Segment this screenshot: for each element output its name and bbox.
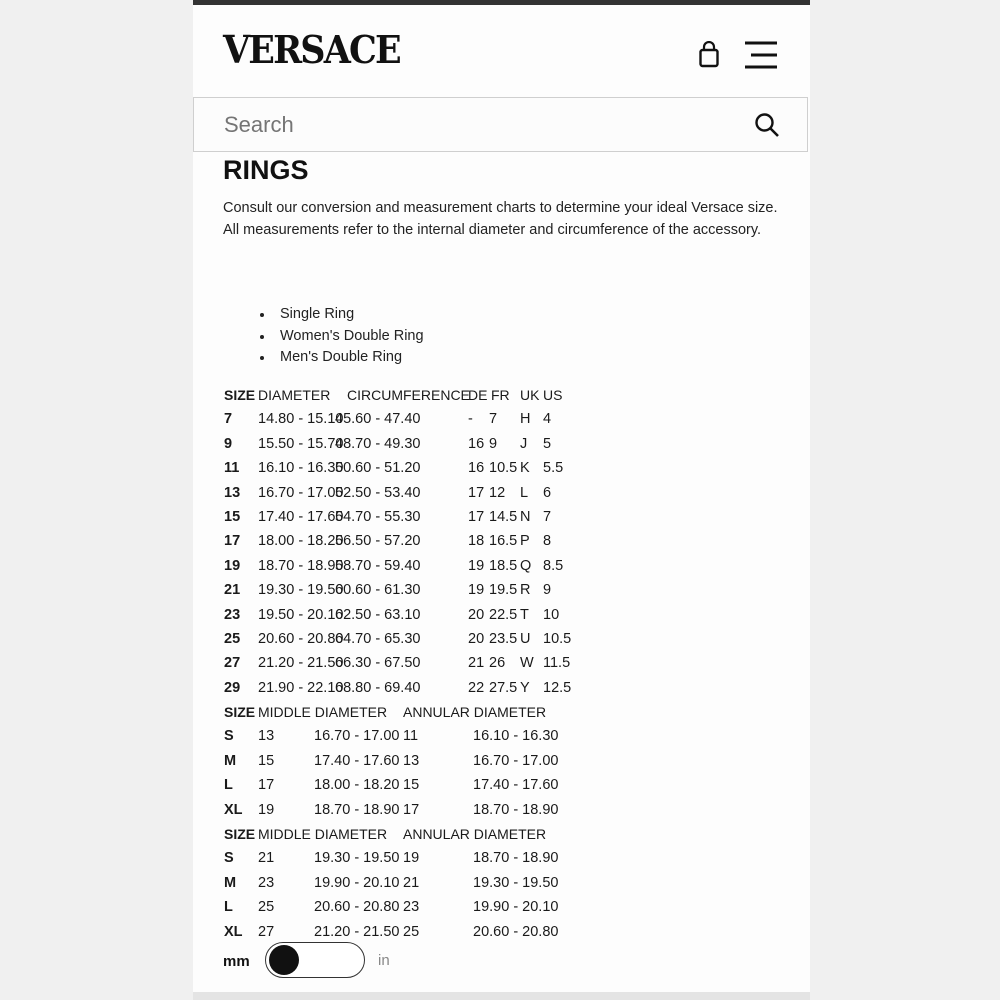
- table-cell: 54.70 - 55.30: [335, 508, 421, 525]
- table-cell: 12.5: [543, 679, 572, 696]
- table-cell: 26: [489, 655, 506, 672]
- table-cell: 6: [543, 484, 552, 501]
- table-cell: 23.5: [489, 630, 518, 647]
- table-header-cell: FR: [491, 387, 510, 403]
- table-header-cell: DIAMETER: [258, 387, 331, 403]
- table-cell: L: [224, 777, 233, 794]
- table-cell: P: [520, 533, 530, 550]
- table-cell: 10: [543, 606, 560, 623]
- table-cell: 56.50 - 57.20: [335, 533, 421, 550]
- table-cell: 15.50 - 15.70: [258, 435, 344, 452]
- table-cell: 14.80 - 15.10: [258, 411, 344, 428]
- table-cell: 21: [258, 850, 275, 867]
- table-cell: T: [520, 606, 529, 623]
- table-cell: 27: [224, 655, 241, 672]
- table-cell: N: [520, 508, 531, 525]
- table-cell: 52.50 - 53.40: [335, 484, 421, 501]
- table-cell: 19: [468, 557, 485, 574]
- table-cell: 7: [224, 411, 233, 428]
- table-cell: 13: [403, 752, 420, 769]
- table-cell: 17: [403, 801, 420, 818]
- table-cell: 17: [468, 484, 485, 501]
- table-cell: 17: [468, 508, 485, 525]
- table-cell: M: [224, 752, 237, 769]
- table-cell: 18.5: [489, 557, 518, 574]
- table-cell: 60.60 - 61.30: [335, 582, 421, 599]
- background-right: [810, 0, 1000, 1000]
- table-cell: 21.90 - 22.10: [258, 679, 344, 696]
- table-cell: 27.5: [489, 679, 518, 696]
- table-cell: S: [224, 728, 234, 745]
- table-cell: Y: [520, 679, 530, 696]
- table-cell: K: [520, 460, 530, 477]
- table-cell: 19: [224, 557, 241, 574]
- unit-toggle: [223, 940, 523, 982]
- table-cell: 25: [224, 630, 241, 647]
- table-cell: 18: [468, 533, 485, 550]
- table-cell: 25: [403, 923, 420, 940]
- table-cell: 18.00 - 18.20: [314, 777, 400, 794]
- table-header-cell: DE: [468, 387, 488, 403]
- link-mens-double-ring[interactable]: Men's Double Ring: [260, 347, 424, 369]
- table-header-cell: SIZE: [224, 704, 256, 721]
- table-cell: 18.70 - 18.90: [258, 557, 344, 574]
- page-container: [193, 0, 810, 1000]
- hamburger-menu-icon[interactable]: [743, 39, 779, 71]
- table-cell: 15: [403, 777, 420, 794]
- table-cell: 11.5: [543, 655, 571, 672]
- table-cell: S: [224, 850, 234, 867]
- table-cell: 16.70 - 17.00: [258, 484, 344, 501]
- table-cell: 16: [468, 460, 485, 477]
- search-input[interactable]: [224, 112, 674, 138]
- table-cell: 17.40 - 17.60: [314, 752, 400, 769]
- table-cell: M: [224, 874, 237, 891]
- intro-text: Consult our conversion and measurement charts to determine your ideal Versace size. All measurements refer to the internal diameter and circumference of the accessory.: [223, 200, 778, 238]
- table-cell: 9: [224, 435, 233, 452]
- table-cell: 17.40 - 17.60: [473, 777, 559, 794]
- table-cell: 15: [224, 508, 241, 525]
- table-cell: 20.60 - 20.80: [473, 923, 559, 940]
- chart-links: [260, 304, 424, 369]
- table-cell: 20: [468, 630, 485, 647]
- table-cell: 5: [543, 435, 552, 452]
- link-single-ring[interactable]: Single Ring: [260, 304, 424, 326]
- table-cell: 64.70 - 65.30: [335, 630, 421, 647]
- table-cell: L: [520, 484, 529, 501]
- table-cell: 16.10 - 16.30: [258, 460, 344, 477]
- brand-logo[interactable]: VERSACE: [223, 27, 400, 72]
- table-cell: 15: [258, 752, 275, 769]
- table-cell: 23: [224, 606, 241, 623]
- table-cell: U: [520, 630, 531, 647]
- table-cell: 19: [258, 801, 275, 818]
- table-cell: 23: [258, 874, 275, 891]
- table-cell: 22: [468, 679, 485, 696]
- table-cell: 9: [543, 582, 552, 599]
- table-cell: 48.70 - 49.30: [335, 435, 421, 452]
- table-header-cell: CIRCUMFERENCE: [347, 387, 470, 403]
- table-cell: 19: [403, 850, 420, 867]
- table-cell: R: [520, 582, 531, 599]
- table-cell: 50.60 - 51.20: [335, 460, 421, 477]
- table-header-cell: ANNULAR DIAMETER: [403, 826, 547, 843]
- table-cell: 17: [224, 533, 241, 550]
- table-cell: 11: [403, 728, 419, 745]
- table-cell: 18.70 - 18.90: [473, 801, 559, 818]
- table-cell: 7: [543, 508, 552, 525]
- table-cell: L: [224, 899, 233, 916]
- link-womens-double-ring[interactable]: Women's Double Ring: [260, 326, 424, 348]
- table-cell: 10.5: [489, 460, 518, 477]
- table-cell: 8: [543, 533, 552, 550]
- table-header-cell: MIDDLE DIAMETER: [258, 704, 388, 721]
- table-cell: 18.00 - 18.20: [258, 533, 344, 550]
- table-header-cell: MIDDLE DIAMETER: [258, 826, 388, 843]
- table-cell: 19.30 - 19.50: [258, 582, 344, 599]
- table-header-cell: UK: [520, 387, 540, 403]
- table-cell: 23: [403, 899, 420, 916]
- table-cell: H: [520, 411, 531, 428]
- table-cell: 17.40 - 17.60: [258, 508, 344, 525]
- table-cell: 29: [224, 679, 241, 696]
- table-cell: J: [520, 435, 528, 452]
- table-cell: 21.20 - 21.50: [314, 923, 400, 940]
- page-title: RINGS: [223, 155, 309, 185]
- table-cell: 16.5: [489, 533, 518, 550]
- table-cell: 19.90 - 20.10: [314, 874, 400, 891]
- table-cell: 18.70 - 18.90: [314, 801, 400, 818]
- table-cell: 16.70 - 17.00: [314, 728, 400, 745]
- table-cell: 19.30 - 19.50: [314, 850, 400, 867]
- table-cell: 21.20 - 21.50: [258, 655, 344, 672]
- table-cell: 25: [258, 899, 275, 916]
- table-cell: 19.5: [489, 582, 518, 599]
- table-cell: 11: [224, 460, 240, 477]
- table-cell: 13: [258, 728, 275, 745]
- table-cell: 16: [468, 435, 485, 452]
- table-cell: 21: [468, 655, 485, 672]
- table-header-cell: SIZE: [224, 826, 256, 843]
- table-header-cell: ANNULAR DIAMETER: [403, 704, 547, 721]
- table-cell: 20.60 - 20.80: [258, 630, 344, 647]
- table-cell: 68.80 - 69.40: [335, 679, 421, 696]
- switch-knob: [269, 945, 299, 975]
- table-cell: 66.30 - 67.50: [335, 655, 421, 672]
- background-left: [0, 0, 193, 1000]
- table-cell: 8.5: [543, 557, 564, 574]
- table-cell: 22.5: [489, 606, 518, 623]
- table-cell: W: [520, 655, 534, 672]
- table-cell: 19.90 - 20.10: [473, 899, 559, 916]
- table-cell: 27: [258, 923, 275, 940]
- shopping-bag-icon[interactable]: [697, 41, 721, 69]
- table-cell: 21: [403, 874, 420, 891]
- table-cell: XL: [224, 801, 243, 818]
- table-cell: 20: [468, 606, 485, 623]
- table-cell: 13: [224, 484, 241, 501]
- table-cell: Q: [520, 557, 532, 574]
- table-cell: 19: [468, 582, 485, 599]
- table-cell: 18.70 - 18.90: [473, 850, 559, 867]
- site-header: [193, 5, 810, 97]
- table-cell: 7: [489, 411, 498, 428]
- table-cell: 10.5: [543, 630, 572, 647]
- table-header-cell: SIZE: [224, 387, 256, 403]
- unit-switch[interactable]: [265, 942, 365, 978]
- table-cell: 5.5: [543, 460, 564, 477]
- table-cell: XL: [224, 923, 243, 940]
- search-icon[interactable]: [754, 112, 780, 138]
- table-cell: 19.30 - 19.50: [473, 874, 559, 891]
- bottom-strip: [193, 992, 810, 1000]
- table-cell: 20.60 - 20.80: [314, 899, 400, 916]
- table-cell: 21: [224, 582, 241, 599]
- table-cell: 12: [489, 484, 506, 501]
- table-cell: 16.70 - 17.00: [473, 752, 559, 769]
- table-cell: 17: [258, 777, 275, 794]
- table-cell: 45.60 - 47.40: [335, 411, 421, 428]
- table-cell: 62.50 - 63.10: [335, 606, 421, 623]
- table-cell: 4: [543, 411, 552, 428]
- table-cell: 19.50 - 20.10: [258, 606, 344, 623]
- table-cell: 16.10 - 16.30: [473, 728, 559, 745]
- table-cell: 14.5: [489, 508, 518, 525]
- unit-label-in: in: [378, 952, 390, 969]
- table-cell: -: [468, 411, 473, 428]
- table-header-cell: US: [543, 387, 563, 403]
- unit-label-mm: mm: [223, 953, 250, 970]
- table-cell: 58.70 - 59.40: [335, 557, 421, 574]
- table-cell: 9: [489, 435, 498, 452]
- search-bar: [193, 97, 808, 152]
